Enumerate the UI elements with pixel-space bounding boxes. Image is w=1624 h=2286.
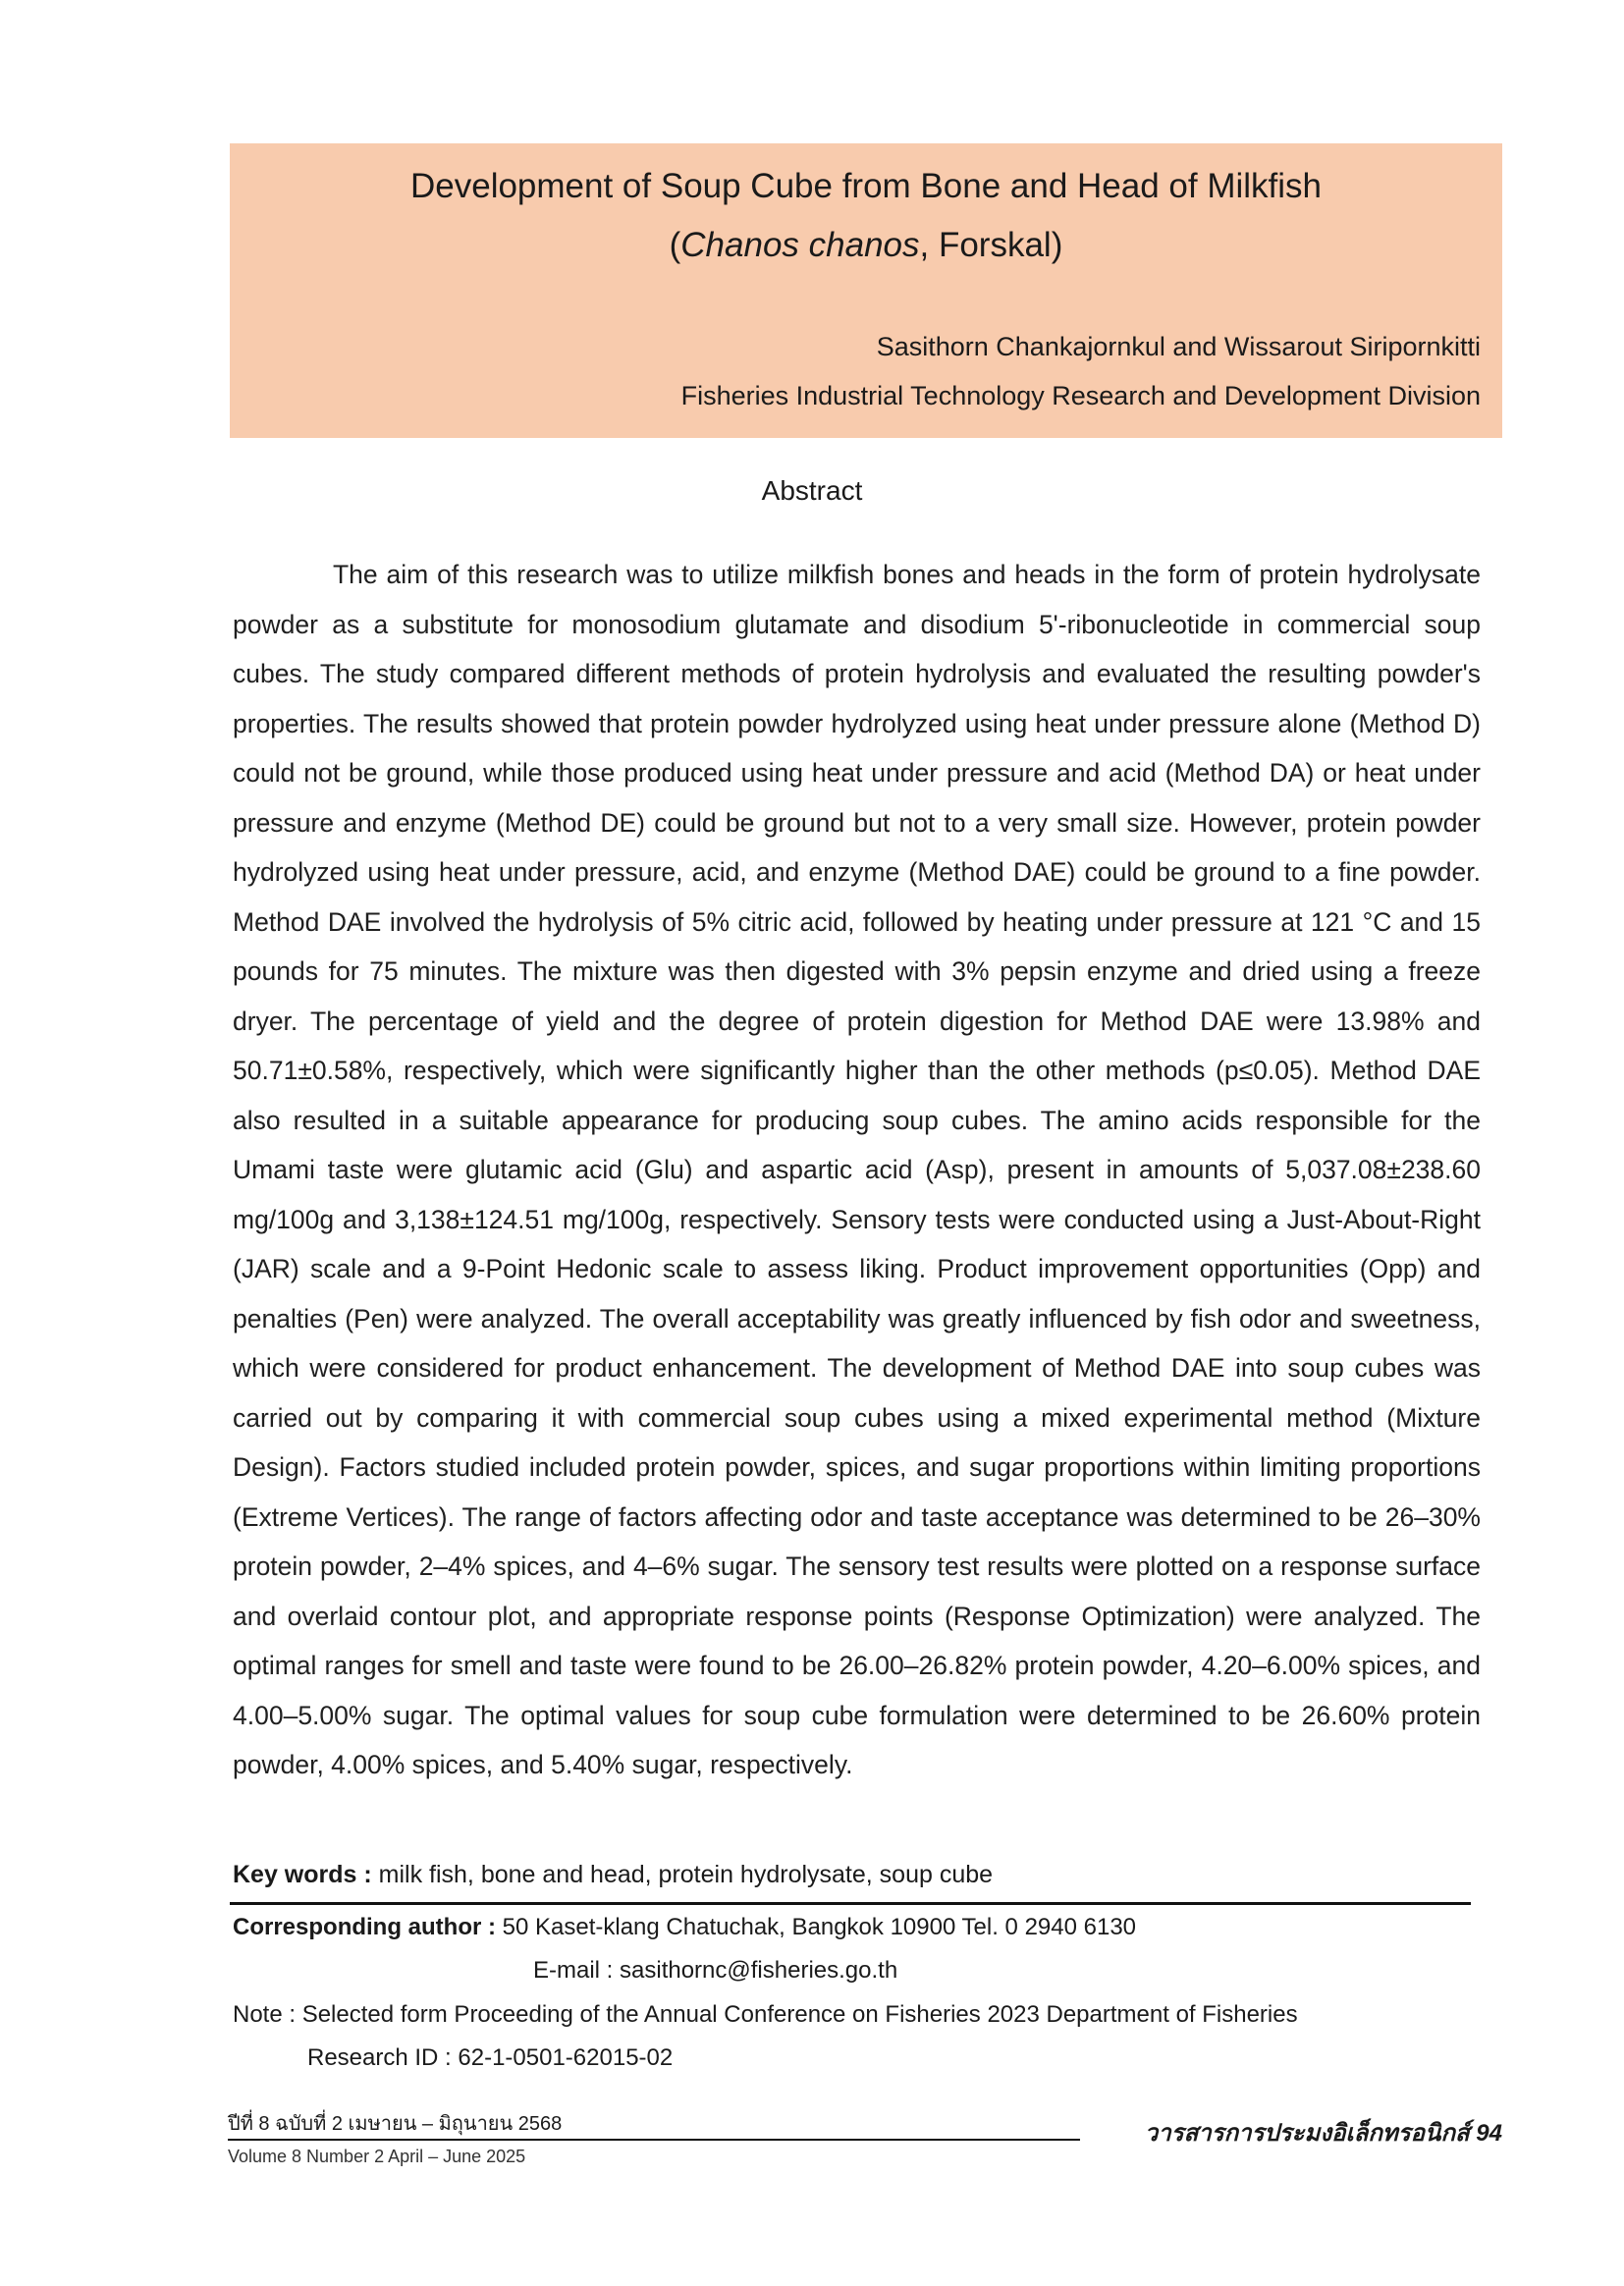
footer-journal-page: วารสารการประมงอิเล็กทรอนิกส์ 94 [1144,2120,1502,2147]
footer-volume-english: Volume 8 Number 2 April – June 2025 [228,2147,526,2166]
keywords-text: milk fish, bone and head, protein hydrolysate, soup cube [371,1861,994,1888]
keywords [233,1861,993,1889]
corresponding-email: E-mail : sasithornc@fisheries.go.th [533,1957,898,1984]
corresponding-author-label: Corresponding author : [233,1914,496,1940]
title-banner [230,143,1502,438]
research-id: Research ID : 62-1-0501-62015-02 [307,2044,674,2071]
paper-title [230,157,1502,275]
title-species-author: , Forskal) [919,226,1063,264]
affiliation: Fisheries Industrial Technology Research and Development Division [680,381,1481,410]
author-block [681,322,1481,420]
authors: Sasithorn Chankajornkul and Wissarout Siripornkitti [876,332,1481,361]
footer-issue-thai: ปีที่ 8 ฉบับที่ 2 เมษายน – มิถุนายน 2568 [228,2113,563,2135]
abstract-heading: Abstract [761,475,863,506]
title-line-1: Development of Soup Cube from Bone and Head of Milkfish [409,167,1322,205]
footer-divider [228,2139,1080,2141]
title-paren-open: ( [669,226,681,264]
corresponding-address: 50 Kaset-klang Chatuchak, Bangkok 10900 Tel. 0 2940 6130 [495,1914,1137,1940]
corresponding-author [233,1906,1136,1949]
note: Note : Selected form Proceeding of the Annual Conference on Fisheries 2023 Department of Fisheries [233,2001,1298,2028]
keywords-label: Key words : [233,1861,372,1888]
scientific-name: Chanos chanos [680,226,920,264]
title-line-2 [230,216,1502,275]
abstract-body: The aim of this research was to utilize milkfish bones and heads in the form of protein hydrolysate powder as a substitute for monosodium glutamate and disodium 5'-ribonucleotide in commercial soup cubes. The study compared different methods of protein hydrolysis and evaluated the resulting powder's properties. The results showed that protein powder hydrolyzed using heat under pressure alone (Method D) could not be ground, while those produced using heat under pressure and acid (Method DA) or heat under pressure and enzyme (Method DE) could be ground but not to a very small size. However, protein powder hydrolyzed using heat under pressure, acid, and enzyme (Method DAE) could be ground to a fine powder. Method DAE involved the hydrolysis of 5% citric acid, followed by heating under pressure at 121 °C and 15 pounds for 75 minutes. The mixture was then digested with 3% pepsin enzyme and dried using a freeze dryer. The percentage of yield and the degree of protein digestion for Method DAE were 13.98% and 50.71±0.58%, respectively, which were significantly higher than the other methods (p≤0.05). Method DAE also resulted in a suitable appearance for producing soup cubes. The amino acids responsible for the Umami taste were glutamic acid (Glu) and aspartic acid (Asp), present in amounts of 5,037.08±238.60 mg/100g and 3,138±124.51 mg/100g, respectively. Sensory tests were conducted using a Just-About-Right (JAR) scale and a 9-Point Hedonic scale to assess liking. Product improvement opportunities (Opp) and penalties (Pen) were analyzed. The overall acceptability was greatly influenced by fish odor and sweetness, which were considered for product enhancement. The development of Method DAE into soup cubes was carried out by comparing it with commercial soup cubes using a mixed experimental method (Mixture Design). Factors studied included protein powder, spices, and sugar proportions within limiting proportions (Extreme Vertices). The range of factors affecting odor and taste acceptance was determined to be 26–30% protein powder, 2–4% spices, and 4–6% sugar. The sensory test results were plotted on a response surface and overlaid contour plot, and appropriate response points (Response Optimization) were analyzed. The optimal ranges for smell and taste were found to be 26.00–26.82% protein powder, 4.20–6.00% spices, and 4.00–5.00% sugar. The optimal values for soup cube formulation were determined to be 26.60% protein powder, 4.00% spices, and 5.40% sugar, respectively. [233,560,1481,1779]
section-divider [230,1902,1471,1905]
